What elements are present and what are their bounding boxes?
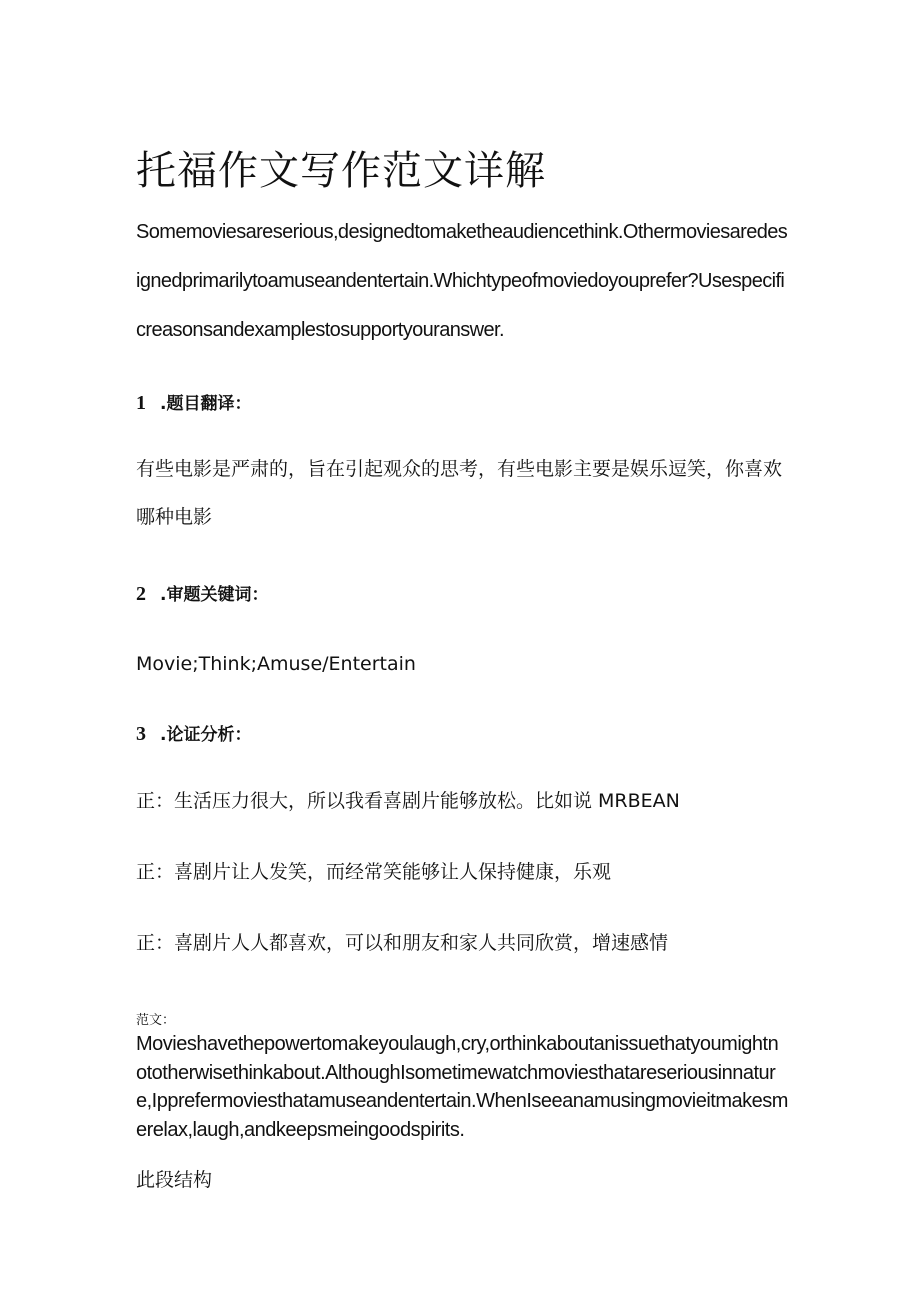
paragraph-structure-label: 此段结构 bbox=[136, 1169, 213, 1191]
sample-essay-label: 范文： bbox=[136, 1013, 176, 1028]
section-heading-text: .审题关键词： bbox=[160, 585, 269, 605]
analysis-point: 正：喜剧片让人发笑，而经常笑能够让人保持健康，乐观 bbox=[136, 861, 612, 883]
section-heading-keywords bbox=[136, 580, 268, 609]
section-heading-analysis bbox=[136, 720, 251, 749]
section-number: 2 bbox=[136, 583, 146, 605]
translation-text: 有些电影是严肃的，旨在引起观众的思考，有些电影主要是娱乐逗笑，你喜欢哪种电影 bbox=[136, 458, 783, 528]
sample-essay-text: Movieshavethepowertomakeyoulaugh,cry,orthinkaboutanissuethatyoumightnototherwisethinkabout.AlthoughIsometimewatchmoviesthatareseriousinnature,Ipprefermoviesthatamuseandentertain.WhenIseeanamusingmovieitmakesmerelax,laugh,andkeepsmeingoodspirits. bbox=[136, 1033, 788, 1141]
section-heading-text: .论证分析： bbox=[160, 725, 252, 745]
document-title: 托福作文写作范文详解 bbox=[136, 147, 546, 194]
section-heading-text: .题目翻译： bbox=[160, 394, 252, 414]
section-number: 3 bbox=[136, 723, 146, 745]
keywords-text: Movie;Think;Amuse/Entertain bbox=[136, 653, 416, 675]
essay-prompt: Somemoviesareserious,designedtomaketheaudiencethink.Othermoviesaredesignedprimarilytoamuseandentertain.Whichtypeofmoviedoyouprefer?Usespecificreasonsandexamplestosupportyouranswer. bbox=[136, 221, 788, 341]
analysis-point: 正：喜剧片人人都喜欢，可以和朋友和家人共同欣赏，增速感情 bbox=[136, 932, 669, 954]
analysis-point: 正：生活压力很大，所以我看喜剧片能够放松。比如说 MRBEAN bbox=[136, 790, 680, 812]
section-heading-translation bbox=[136, 389, 251, 418]
section-number: 1 bbox=[136, 392, 146, 414]
